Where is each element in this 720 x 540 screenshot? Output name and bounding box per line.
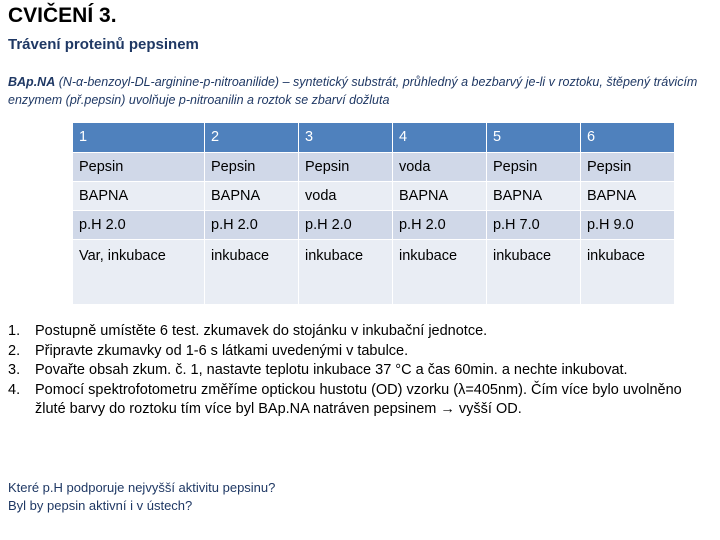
list-item: [8, 322, 708, 342]
table-cell: Pepsin: [73, 153, 205, 182]
table-cell: p.H 2.0: [205, 211, 299, 240]
page-subtitle: Trávení proteinů pepsinem: [8, 36, 199, 53]
table-cell: inkubace: [581, 240, 675, 305]
table-cell: BAPNA: [393, 182, 487, 211]
table-cell: p.H 9.0: [581, 211, 675, 240]
table-cell: BAPNA: [73, 182, 205, 211]
intro-text: (N-α-benzoyl-DL-arginine-p-nitroanilide) – syntetický substrát, průhledný a bezbarvý je-li v roztoku, štěpený trávicím enzymem (př.pepsin) uvolňuje p-nitroanilin a roztok se zbarví dožluta: [8, 75, 698, 107]
step-text: Postupně umístěte 6 test. zkumavek do stojánku v inkubační jednotce.: [35, 323, 488, 339]
table-cell: Var, inkubace: [73, 240, 205, 305]
question-text: Byl by pepsin aktivní i v ústech?: [8, 498, 193, 513]
table-header-cell: 1: [73, 123, 205, 153]
step-text: Pomocí spektrofotometru změříme optickou hustotu (OD) vzorku (λ=405nm). Čím více bylo uvolněno žluté barvy do roztoku tím více byl BAp.NA natráven pepsinem → vyšší OD.: [35, 381, 682, 417]
table-row: [73, 240, 675, 305]
experiment-table: [73, 123, 675, 305]
table-row: [73, 211, 675, 240]
table-row: [73, 182, 675, 211]
page-title: CVIČENÍ 3.: [8, 4, 117, 27]
intro-abbreviation: BAp.NA: [8, 75, 56, 89]
question-text: Které p.H podporuje nejvyšší aktivitu pepsinu?: [8, 480, 276, 495]
list-item: [8, 342, 708, 362]
table-cell: Pepsin: [299, 153, 393, 182]
table-cell: voda: [299, 182, 393, 211]
table-cell: inkubace: [393, 240, 487, 305]
table-cell: BAPNA: [581, 182, 675, 211]
table-cell: inkubace: [487, 240, 581, 305]
table-cell: p.H 7.0: [487, 211, 581, 240]
table-header-cell: 3: [299, 123, 393, 153]
step-number: 1.: [8, 323, 21, 339]
table-cell: BAPNA: [205, 182, 299, 211]
step-text: Připravte zkumavky od 1-6 s látkami uvedenými v tabulce.: [35, 342, 409, 359]
table-header-cell: 5: [487, 123, 581, 153]
table-cell: inkubace: [205, 240, 299, 305]
step-number: 3.: [8, 362, 21, 378]
table-cell: inkubace: [299, 240, 393, 305]
intro-paragraph: [8, 73, 714, 109]
table-cell: Pepsin: [487, 153, 581, 182]
table-header-cell: 4: [393, 123, 487, 153]
questions-block: [8, 479, 275, 515]
table-cell: p.H 2.0: [73, 211, 205, 240]
step-text: Povařte obsah zkum. č. 1, nastavte teplotu inkubace 37 °C a čas 60min. a nechte inkubovat.: [35, 362, 628, 378]
table-row: [73, 153, 675, 182]
table-cell: BAPNA: [487, 182, 581, 211]
table-header-row: [73, 123, 675, 153]
table-header-cell: 2: [205, 123, 299, 153]
list-item: [8, 361, 708, 381]
table-cell: Pepsin: [205, 153, 299, 182]
table-cell: voda: [393, 153, 487, 182]
table-cell: p.H 2.0: [299, 211, 393, 240]
step-number: 4.: [8, 381, 21, 398]
table-cell: Pepsin: [581, 153, 675, 182]
table-cell: p.H 2.0: [393, 211, 487, 240]
list-item: [8, 381, 708, 420]
procedure-steps: [8, 322, 708, 420]
table-header-cell: 6: [581, 123, 675, 153]
step-number: 2.: [8, 342, 21, 359]
